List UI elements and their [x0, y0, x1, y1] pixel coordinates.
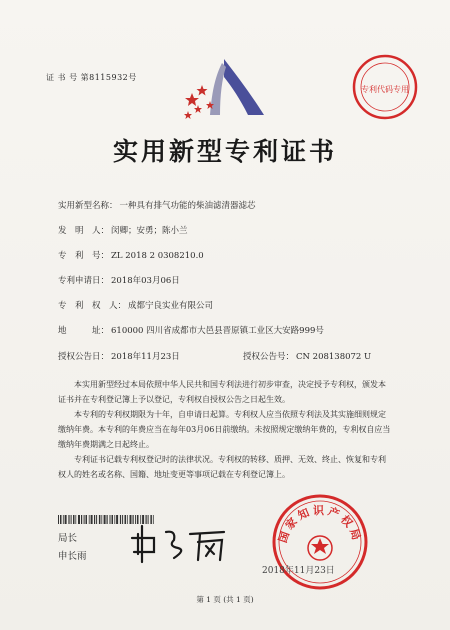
grant-date-row: [58, 350, 180, 362]
inventor-value: 闵卿；安勇；陈小兰: [111, 226, 188, 236]
inventor-row: [58, 224, 188, 236]
filing-date-label: 专利申请日：: [58, 276, 110, 286]
address-row: [58, 324, 324, 336]
patentee-row: [58, 299, 213, 311]
patent-number-value: ZL 2018 2 0308210.0: [111, 251, 204, 261]
paragraph-grant: 本实用新型经过本局依照中华人民共和国专利法进行初步审查，决定授予专利权，颁发本证书并在专利登记簿上予以登记，专利权自授权公告之日起生效。: [58, 380, 386, 404]
grant-number-row: [243, 350, 371, 362]
inventor-label: 发 明 人：: [58, 226, 110, 236]
director-name: 申长雨: [58, 551, 87, 562]
cnipa-official-seal-icon: [270, 492, 370, 592]
utility-model-name-row: [58, 199, 256, 211]
patentee-value: 成都宁良实业有限公司: [128, 301, 214, 311]
address-value: 610000 四川省成都市大邑县晋原镇工业区大安路999号: [111, 326, 324, 336]
utility-model-name-label: 实用新型名称：: [58, 201, 118, 211]
seal-date: 2018年11月23日: [262, 566, 335, 576]
director-title: 局长: [58, 533, 78, 544]
certificate-number: 证 书 号 第8115932号: [46, 73, 137, 82]
patent-number-label: 专 利 号：: [58, 251, 110, 261]
seal-top-text: 专利代码专用: [361, 85, 409, 94]
certificate-body: [58, 377, 393, 482]
page-footer: 第 1 页 (共 1 页): [196, 595, 254, 604]
filing-date-row: [58, 274, 180, 286]
patentee-label: 专 利 权 人：: [58, 301, 127, 311]
svg-text:国家知识产权局: 国家知识产权局: [276, 504, 364, 545]
cnipa-logo-icon: [178, 55, 270, 121]
paragraph-term: 本专利的专利权期限为十年，自申请日起算。专利权人应当依照专利法及其实施细则规定缴纳年费。本专利的年费应当在每年03月06日前缴纳。未按照规定缴纳年费的，专利权自应当缴纳年费期满之日起终止。: [58, 410, 391, 449]
paragraph-legal-status: 专利证书记载专利权登记时的法律状况。专利权的转移、质押、无效、终止、恢复和专利权人的姓名或名称、国籍、地址变更等事项记载在专利登记簿上。: [58, 455, 386, 479]
grant-date-label: 授权公告日：: [58, 352, 110, 362]
grant-date-value: 2018年11月23日: [111, 352, 180, 362]
patent-number-row: [58, 249, 204, 261]
director-signature-icon: [128, 520, 240, 566]
utility-model-name-value: 一种具有排气功能的柴油滤清器滤芯: [119, 201, 256, 211]
address-label: 地 址：: [58, 326, 110, 336]
grant-number-value: CN 208138072 U: [296, 352, 372, 362]
patent-code-seal-icon: [350, 52, 420, 122]
grant-number-label: 授权公告号：: [243, 352, 295, 362]
certificate-title: 实用新型专利证书: [112, 137, 337, 166]
filing-date-value: 2018年03月06日: [111, 276, 180, 286]
